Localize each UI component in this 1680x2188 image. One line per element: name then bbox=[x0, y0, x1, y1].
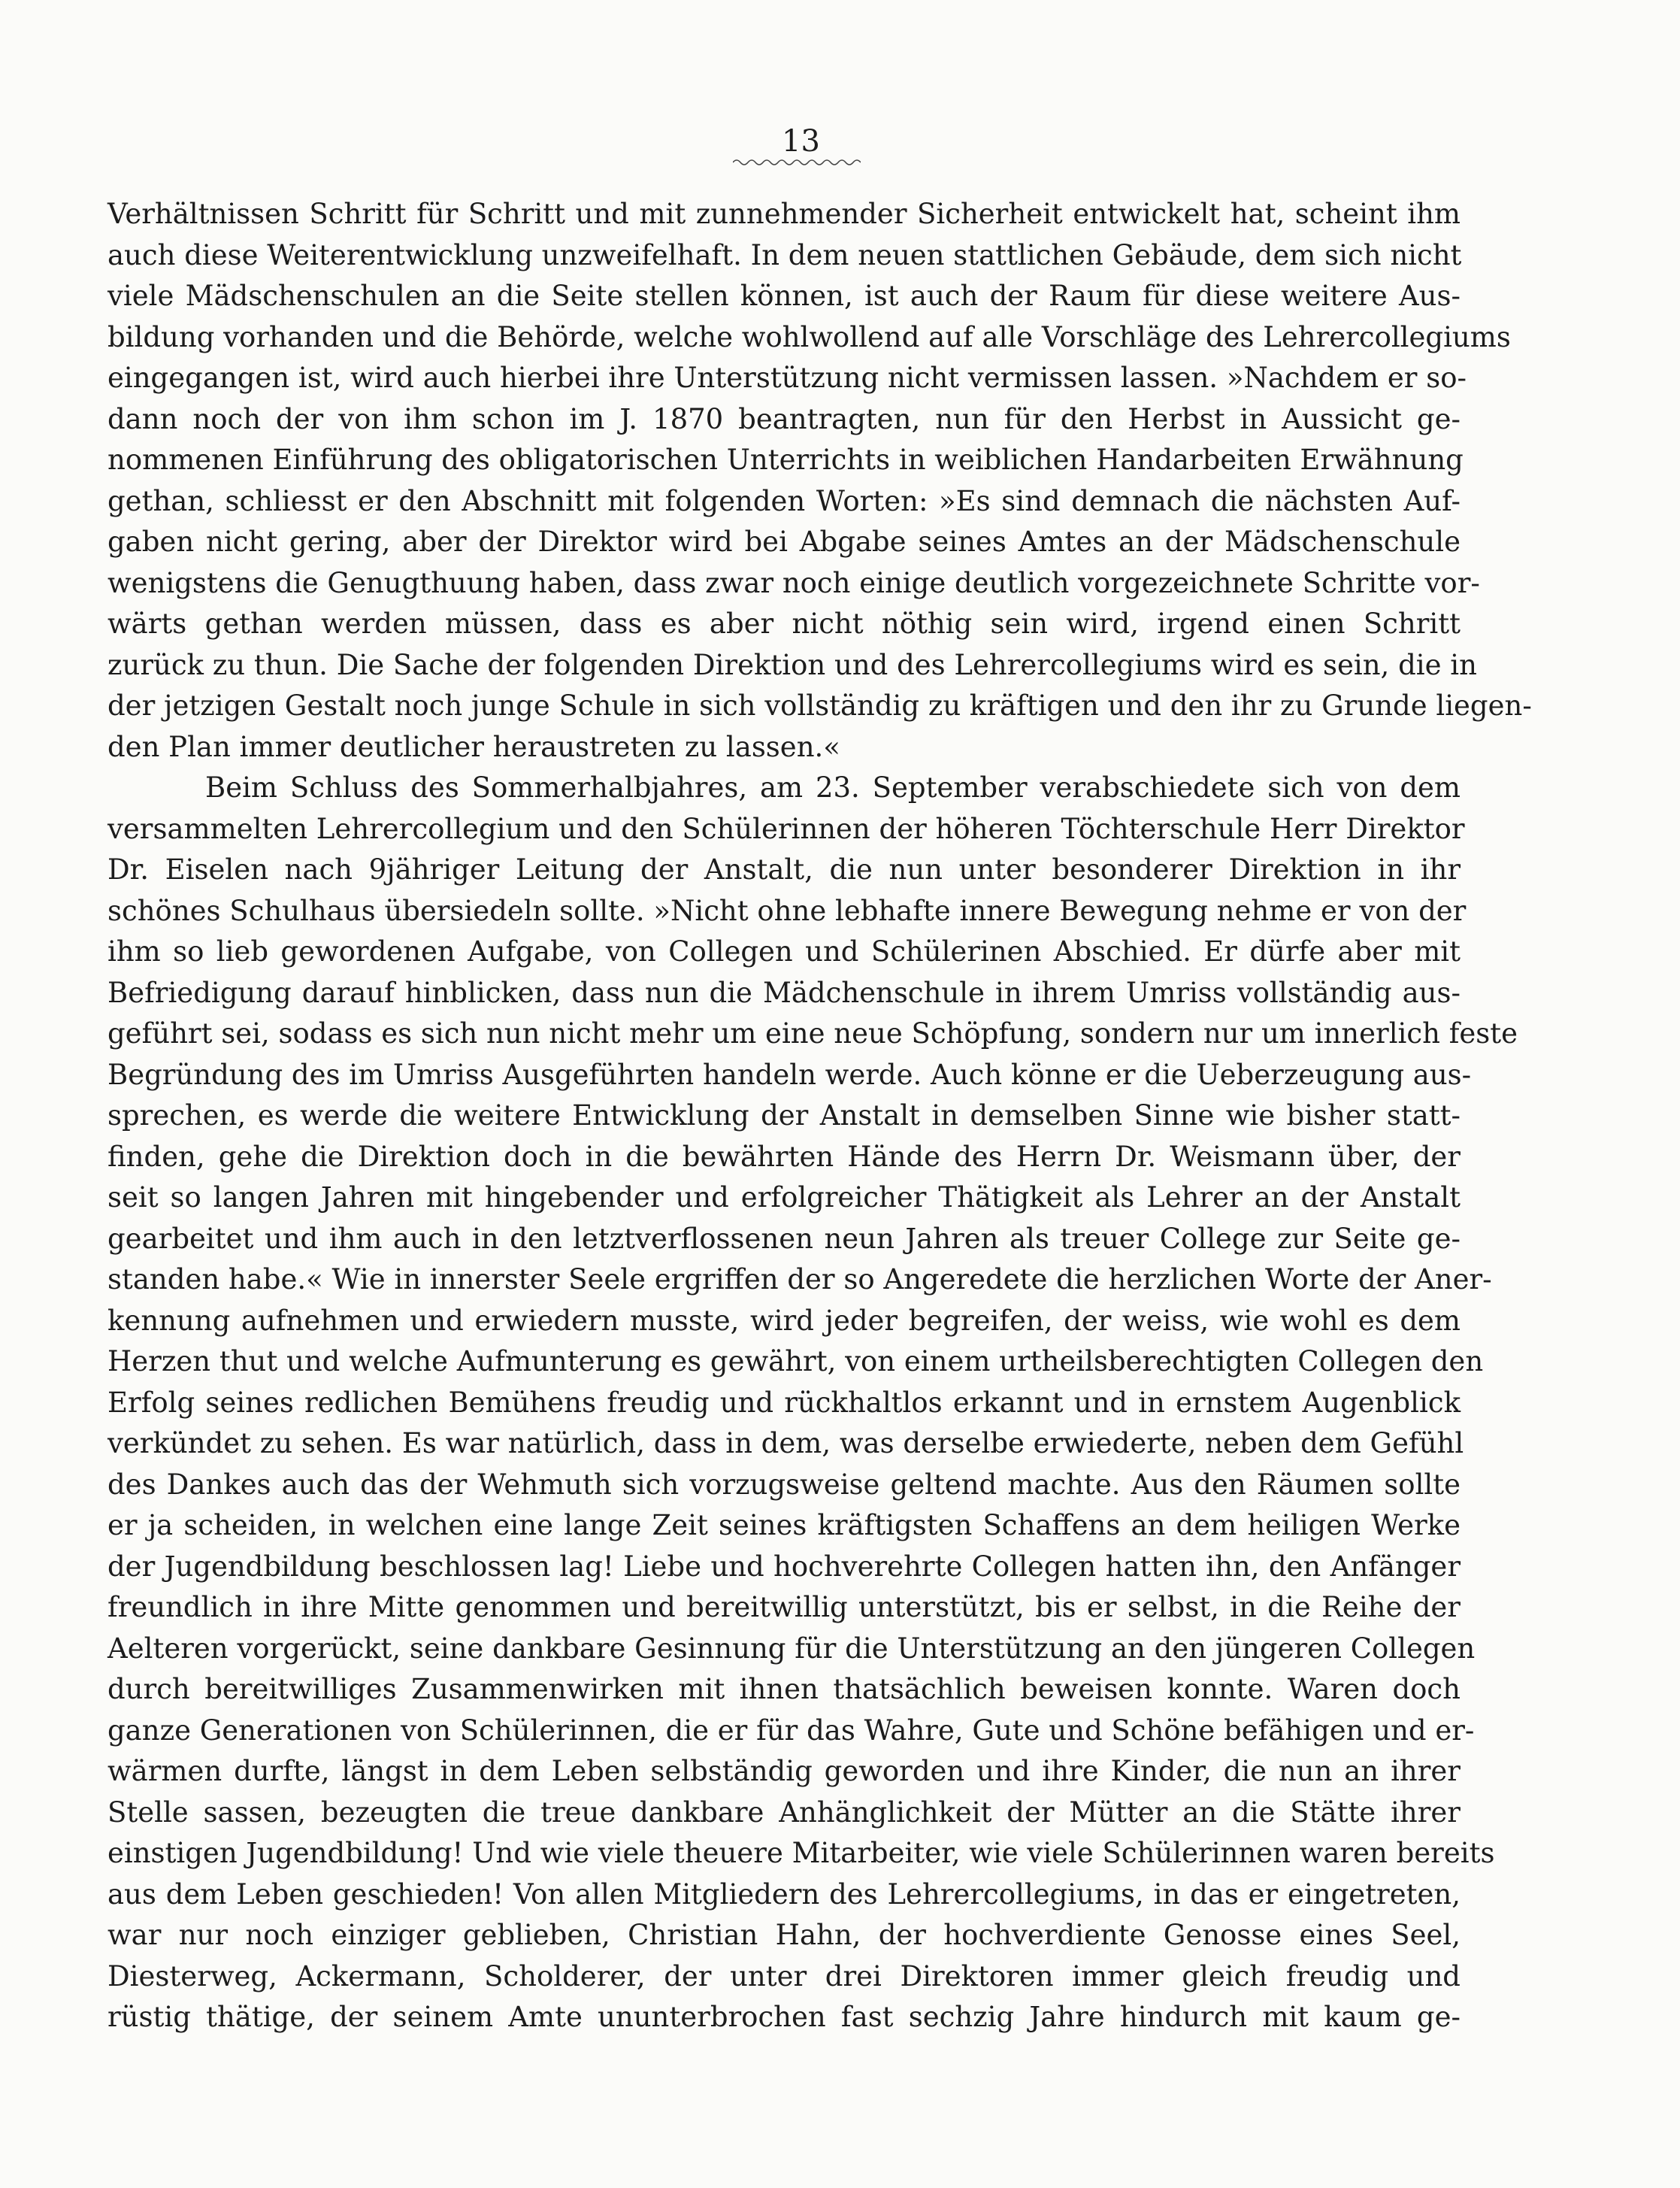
body-text bbox=[107, 194, 1532, 2038]
text-line: kennung aufnehmen und erwiedern musste, wird jeder begreifen, der weiss, wie wohl es dem bbox=[107, 1304, 1461, 1337]
text-line: wärmen durfte, längst in dem Leben selbständig geworden und ihre Kinder, die nun an ihrer bbox=[107, 1755, 1461, 1787]
text-line: einstigen Jugendbildung! Und wie viele theuere Mitarbeiter, wie viele Schülerinnen waren bereits bbox=[107, 1837, 1495, 1869]
text-line: versammelten Lehrercollegium und den Schülerinnen der höheren Töchterschule Herr Direktor bbox=[107, 812, 1465, 845]
text-line: den Plan immer deutlicher heraustreten zu lassen.« bbox=[107, 730, 840, 763]
text-line: des Dankes auch das der Wehmuth sich vorzugsweise geltend machte. Aus den Räumen sollte bbox=[107, 1468, 1461, 1501]
text-line: wenigstens die Genugthuung haben, dass zwar noch einige deutlich vorgezeichnete Schritte vor- bbox=[107, 566, 1480, 599]
page-number: 13 bbox=[782, 124, 820, 159]
text-line: seit so langen Jahren mit hingebender und erfolgreicher Thätigkeit als Lehrer an der Anstalt bbox=[107, 1181, 1461, 1214]
text-line: Herzen thut und welche Aufmunterung es gewährt, von einem urtheilsberechtigten Collegen den bbox=[107, 1345, 1484, 1377]
text-line: war nur noch einziger geblieben, Christian Hahn, der hochverdiente Genosse eines Seel, bbox=[107, 1919, 1461, 1951]
text-line: verkündet zu sehen. Es war natürlich, dass in dem, was derselbe erwiederte, neben dem Gefühl bbox=[107, 1427, 1464, 1459]
text-line: Diesterweg, Ackermann, Scholderer, der unter drei Direktoren immer gleich freudig und bbox=[107, 1959, 1461, 1993]
text-line: ganze Generationen von Schülerinnen, die er für das Wahre, Gute und Schöne befähigen und er- bbox=[107, 1714, 1475, 1747]
text-line: Begründung des im Umriss Ausgeführten handeln werde. Auch könne er die Ueberzeugung aus- bbox=[107, 1058, 1472, 1091]
text-line: auch diese Weiterentwicklung unzweifelhaft. In dem neuen stattlichen Gebäude, dem sich nicht bbox=[107, 238, 1462, 271]
text-line: Erfolg seines redlichen Bemühens freudig und rückhaltlos erkannt und in ernstem Augenblick bbox=[107, 1386, 1461, 1419]
text-line: sprechen, es werde die weitere Entwicklung der Anstalt in demselben Sinne wie bisher statt- bbox=[107, 1099, 1461, 1132]
text-line: gaben nicht gering, aber der Direktor wird bei Abgabe seines Amtes an der Mädschenschule bbox=[107, 526, 1461, 558]
text-line: Verhältnissen Schritt für Schritt und mit zunnehmender Sicherheit entwickelt hat, scheint ihm bbox=[107, 198, 1461, 230]
text-line: der Jugendbildung beschlossen lag! Liebe und hochverehrte Collegen hatten ihn, den Anfänger bbox=[107, 1550, 1461, 1583]
text-line: freundlich in ihre Mitte genommen und bereitwillig unterstützt, bis er selbst, in die Reihe der bbox=[107, 1591, 1461, 1623]
text-line: bildung vorhanden und die Behörde, welche wohlwollend auf alle Vorschläge des Lehrercollegiums bbox=[107, 320, 1511, 353]
text-line: er ja scheiden, in welchen eine lange Zeit seines kräftigsten Schaffens an dem heiligen Werke bbox=[107, 1509, 1461, 1541]
text-line: wärts gethan werden müssen, dass es aber nicht nöthig sein wird, irgend einen Schritt bbox=[107, 608, 1461, 640]
text-line: standen habe.« Wie in innerster Seele ergriffen der so Angeredete die herzlichen Worte der Aner- bbox=[107, 1263, 1492, 1296]
text-line: Befriedigung darauf hinblicken, dass nun die Mädchenschule in ihrem Umriss vollständig aus- bbox=[107, 976, 1461, 1009]
text-line: viele Mädschenschulen an die Seite stellen können, ist auch der Raum für diese weitere Aus- bbox=[107, 280, 1461, 312]
text-line: eingegangen ist, wird auch hierbei ihre Unterstützung nicht vermissen lassen. »Nachdem er so- bbox=[107, 362, 1467, 394]
text-line: dann noch der von ihm schon im J. 1870 beantragten, nun für den Herbst in Aussicht ge- bbox=[107, 402, 1461, 435]
text-line: geführt sei, sodass es sich nun nicht mehr um eine neue Schöpfung, sondern nur um innerlich feste bbox=[107, 1017, 1518, 1050]
text-line: Stelle sassen, bezeugten die treue dankbare Anhänglichkeit der Mütter an die Stätte ihrer bbox=[107, 1796, 1461, 1829]
text-line: gearbeitet und ihm auch in den letztverflossenen neun Jahren als treuer College zur Seite ge- bbox=[107, 1222, 1461, 1255]
text-line: gethan, schliesst er den Abschnitt mit folgenden Worten: »Es sind demnach die nächsten Auf- bbox=[107, 484, 1461, 517]
text-line: Aelteren vorgerückt, seine dankbare Gesinnung für die Unterstützung an den jüngeren Collegen bbox=[107, 1632, 1476, 1665]
text-line: finden, gehe die Direktion doch in die bewährten Hände des Herrn Dr. Weismann über, der bbox=[107, 1140, 1461, 1173]
text-line: ihm so lieb gewordenen Aufgabe, von Collegen und Schülerinen Abschied. Er dürfe aber mit bbox=[107, 935, 1461, 968]
text-line: nommenen Einführung des obligatorischen Unterrichts in weiblichen Handarbeiten Erwähnung bbox=[107, 444, 1464, 476]
text-line: schönes Schulhaus übersiedeln sollte. »Nicht ohne lebhafte innere Bewegung nehme er von der bbox=[107, 894, 1467, 927]
text-line: rüstig thätige, der seinem Amte ununterbrochen fast sechzig Jahre hindurch mit kaum ge- bbox=[107, 2001, 1461, 2033]
text-line: Dr. Eiselen nach 9jähriger Leitung der Anstalt, die nun unter besonderer Direktion in ihr bbox=[107, 853, 1461, 886]
paragraph-first-line: Beim Schluss des Sommerhalbjahres, am 23. September verabschiedete sich von dem bbox=[205, 771, 1461, 804]
text-line: durch bereitwilliges Zusammenwirken mit ihnen thatsächlich beweisen konnte. Waren doch bbox=[107, 1673, 1461, 1705]
text-line: der jetzigen Gestalt noch junge Schule in sich vollständig zu kräftigen und den ihr zu Grunde liegen- bbox=[107, 689, 1532, 722]
text-line: zurück zu thun. Die Sache der folgenden Direktion und des Lehrercollegiums wird es sein, die in bbox=[107, 648, 1477, 681]
text-line: aus dem Leben geschieden! Von allen Mitgliedern des Lehrercollegiums, in das er eingetreten, bbox=[107, 1877, 1461, 1911]
ornament-wavy-rule bbox=[733, 156, 861, 168]
